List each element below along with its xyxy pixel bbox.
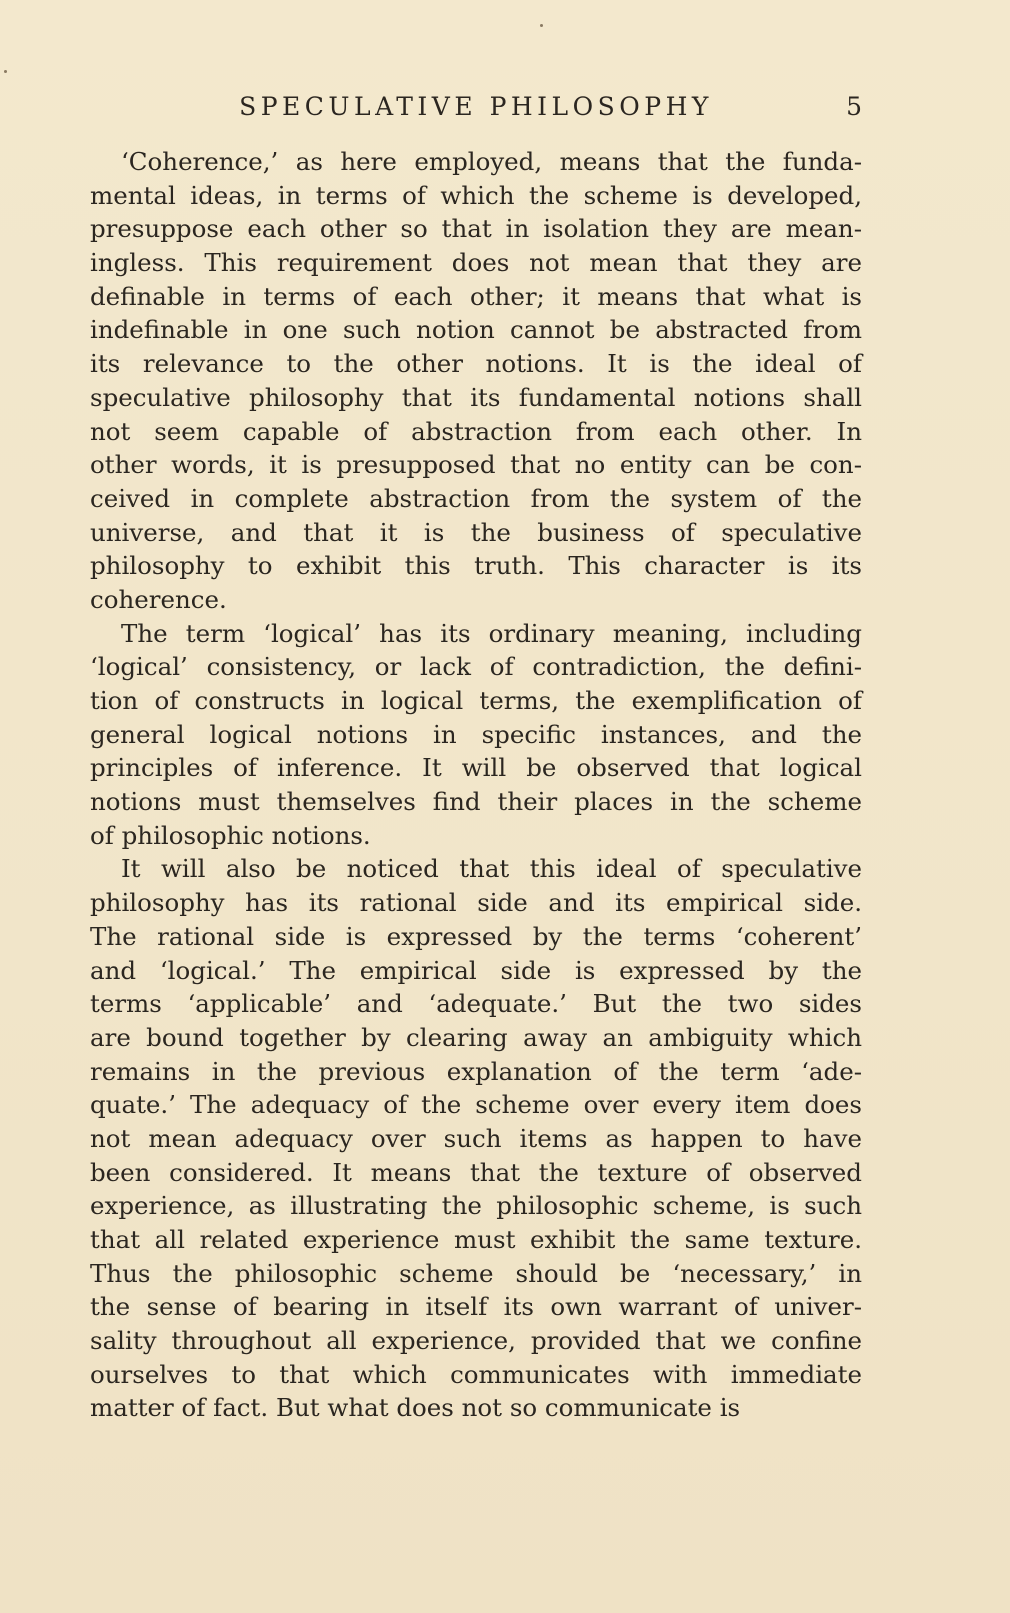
- text-line: philosophy has its rational side and its empirical side.: [90, 888, 862, 918]
- text-line: sality throughout all experience, provided that we confine: [90, 1326, 862, 1356]
- paper-speck: [540, 24, 543, 27]
- text-line: ‘Coherence,’ as here employed, means that the funda-: [121, 147, 862, 176]
- text-line: speculative philosophy that its fundamental notions shall: [90, 382, 862, 412]
- text-line: and ‘logical.’ The empirical side is expressed by the: [90, 955, 862, 985]
- text-line: presuppose each other so that in isolation they are mean-: [90, 214, 862, 244]
- text-line: mental ideas, in terms of which the scheme is developed,: [90, 180, 862, 210]
- body-text: [90, 145, 862, 1425]
- text-line: not mean adequacy over such items as happen to have: [90, 1123, 862, 1153]
- running-title: SPECULATIVE PHILOSOPHY: [239, 92, 713, 121]
- paragraph: [90, 852, 862, 1425]
- text-line: The rational side is expressed by the terms ‘coherent’: [90, 921, 862, 951]
- text-line: its relevance to the other notions. It is the ideal of: [90, 349, 862, 379]
- text-line: the sense of bearing in itself its own warrant of univer-: [90, 1292, 862, 1322]
- paragraph: [90, 145, 862, 617]
- text-line: ingless. This requirement does not mean that they are: [90, 248, 862, 278]
- text-line: The term ‘logical’ has its ordinary meaning, including: [121, 618, 862, 648]
- text-line: terms ‘applicable’ and ‘adequate.’ But the two sides: [90, 989, 862, 1019]
- text-line: other words, it is presupposed that no entity can be con-: [90, 450, 862, 480]
- text-line: matter of fact. But what does not so communicate is: [90, 1393, 741, 1423]
- text-line: quate.’ The adequacy of the scheme over every item does: [90, 1090, 862, 1120]
- text-line: been considered. It means that the texture of observed: [90, 1157, 862, 1187]
- text-line: indefinable in one such notion cannot be abstracted from: [90, 315, 862, 345]
- page-number: 5: [846, 92, 862, 121]
- text-line: definable in terms of each other; it means that what is: [90, 281, 862, 311]
- text-line: coherence.: [90, 584, 227, 614]
- text-line: of philosophic notions.: [90, 820, 371, 850]
- text-line: are bound together by clearing away an ambiguity which: [90, 1022, 862, 1052]
- text-line: ceived in complete abstraction from the system of the: [90, 483, 862, 513]
- text-line: experience, as illustrating the philosophic scheme, is such: [90, 1191, 862, 1221]
- text-line: remains in the previous explanation of the term ‘ade-: [90, 1056, 862, 1086]
- text-line: ‘logical’ consistency, or lack of contradiction, the defini-: [90, 652, 862, 682]
- text-line: Thus the philosophic scheme should be ‘necessary,’ in: [90, 1258, 862, 1288]
- text-line: ourselves to that which communicates with immediate: [90, 1359, 862, 1389]
- text-line: It will also be noticed that this ideal of speculative: [121, 854, 862, 884]
- page-header: [90, 92, 862, 132]
- text-line: tion of constructs in logical terms, the exemplification of: [90, 686, 862, 715]
- text-line: philosophy to exhibit this truth. This character is its: [90, 551, 862, 581]
- text-line: universe, and that it is the business of speculative: [90, 517, 862, 547]
- text-line: general logical notions in specific instances, and the: [90, 719, 862, 749]
- paragraph: [90, 617, 862, 853]
- paper-speck: [4, 70, 7, 73]
- text-line: not seem capable of abstraction from each other. In: [90, 416, 862, 446]
- text-line: notions must themselves find their places in the scheme: [90, 787, 862, 817]
- text-line: that all related experience must exhibit the same texture.: [90, 1225, 862, 1254]
- text-line: principles of inference. It will be observed that logical: [90, 753, 862, 783]
